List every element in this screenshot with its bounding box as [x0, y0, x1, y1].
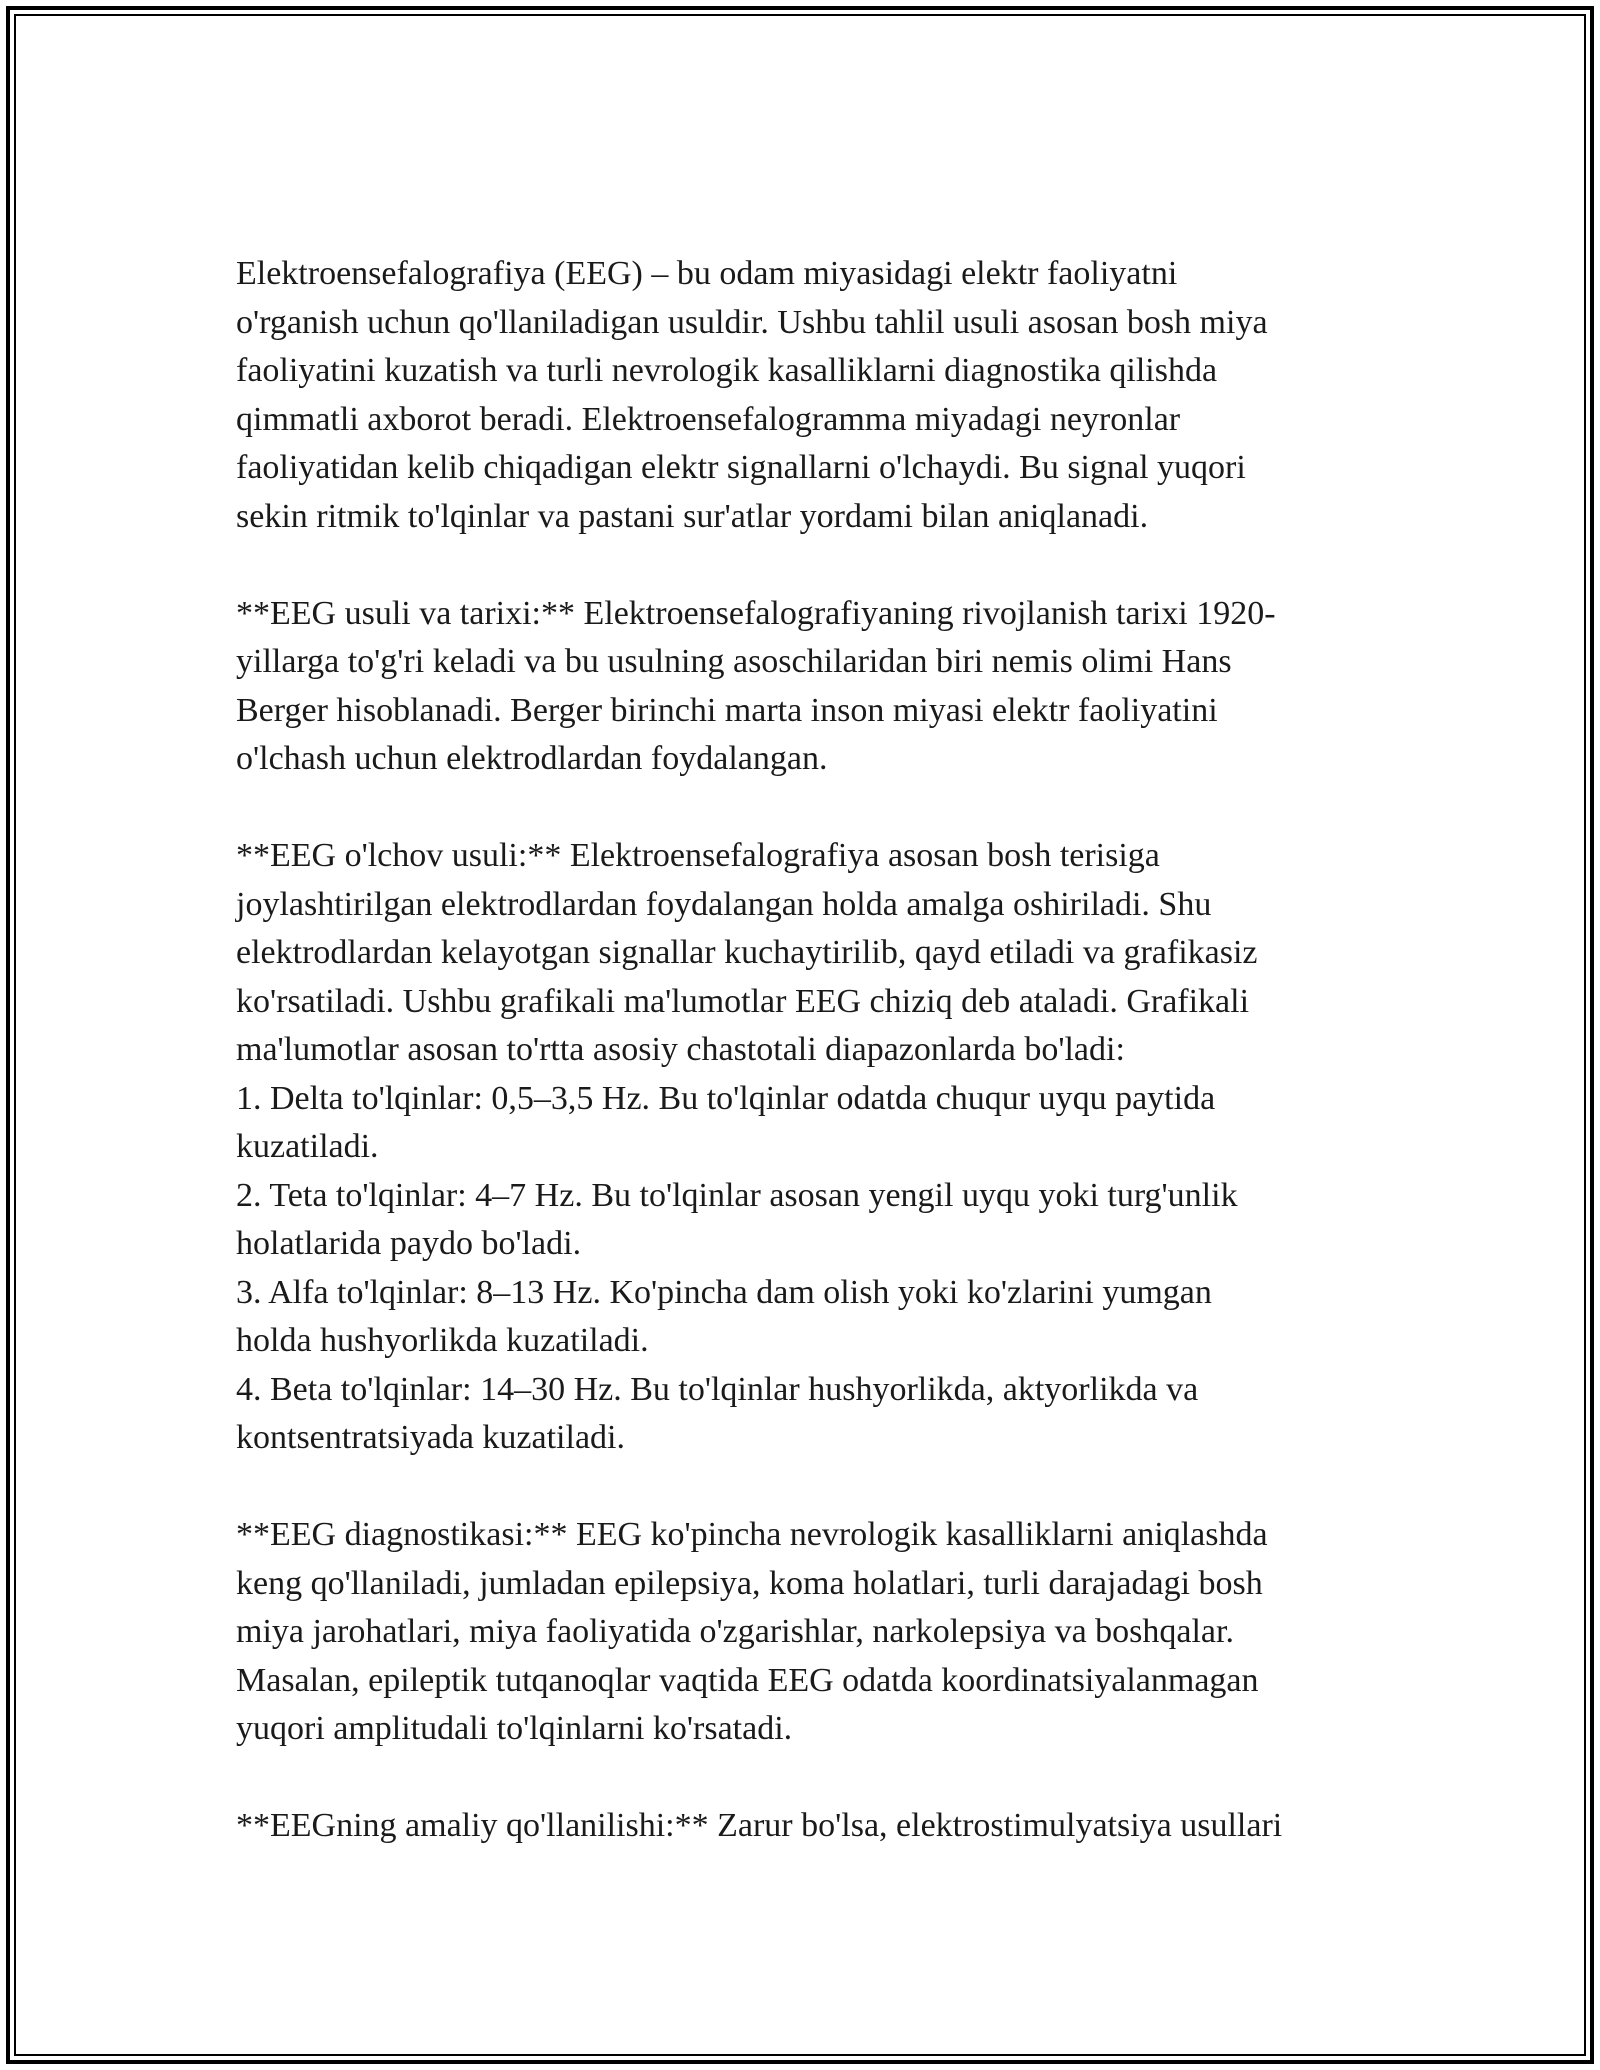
text-line: o'lchash uchun elektrodlardan foydalangan.: [236, 740, 828, 777]
paragraph-practical-use: [236, 1802, 1416, 1851]
text-line: yuqori amplitudali to'lqinlarni ko'rsatadi.: [236, 1710, 793, 1747]
text-line: miya jarohatlari, miya faoliyatida o'zgarishlar, narkolepsiya va boshqalar.: [236, 1613, 1234, 1650]
paragraph-intro: [236, 250, 1416, 541]
list-item-delta-cont: kuzatiladi.: [236, 1128, 379, 1165]
paragraph-measurement: [236, 832, 1416, 1463]
list-item-beta-cont: kontsentratsiyada kuzatiladi.: [236, 1419, 625, 1456]
list-item-theta: 2. Teta to'lqinlar: 4–7 Hz. Bu to'lqinlar asosan yengil uyqu yoki turg'unlik: [236, 1176, 1238, 1214]
paragraph-diagnostics: [236, 1511, 1416, 1754]
text-line: faoliyatidan kelib chiqadigan elektr signallarni o'lchaydi. Bu signal yuqori: [236, 449, 1246, 486]
text-line: ko'rsatiladi. Ushbu grafikali ma'lumotlar EEG chiziq deb ataladi. Grafikali: [236, 982, 1250, 1020]
list-item-alpha-cont: holda hushyorlikda kuzatiladi.: [236, 1322, 649, 1359]
text-line: faoliyatini kuzatish va turli nevrologik kasalliklarni diagnostika qilishda: [236, 352, 1218, 389]
text-line: **EEG diagnostikasi:** EEG ko'pincha nevrologik kasalliklarni aniqlashda: [236, 1516, 1268, 1553]
list-item-delta: 1. Delta to'lqinlar: 0,5–3,5 Hz. Bu to'lqinlar odatda chuqur uyqu paytida: [236, 1079, 1216, 1117]
paragraph-gap: [236, 784, 1416, 833]
paragraph-history: [236, 590, 1416, 784]
text-line: **EEG o'lchov usuli:** Elektroensefalografiya asosan bosh terisiga: [236, 837, 1160, 874]
text-line: elektrodlardan kelayotgan signallar kuchaytirilib, qayd etiladi va grafikasiz: [236, 934, 1258, 971]
paragraph-gap: [236, 541, 1416, 590]
list-item-alpha: 3. Alfa to'lqinlar: 8–13 Hz. Ko'pincha dam olish yoki ko'zlarini yumgan: [236, 1273, 1212, 1311]
text-line: **EEG usuli va tarixi:** Elektroensefalografiyaning rivojlanish tarixi 1920-: [236, 594, 1276, 632]
text-line: ma'lumotlar asosan to'rtta asosiy chastotali diapazonlarda bo'ladi:: [236, 1031, 1125, 1068]
text-line: Elektroensefalografiya (EEG) – bu odam miyasidagi elektr faoliyatni: [236, 255, 1178, 292]
text-line: sekin ritmik to'lqinlar va pastani sur'atlar yordami bilan aniqlanadi.: [236, 497, 1149, 535]
paragraph-gap: [236, 1754, 1416, 1803]
text-line: o'rganish uchun qo'llaniladigan usuldir. Ushbu tahlil usuli asosan bosh miya: [236, 303, 1268, 341]
list-item-theta-cont: holatlarida paydo bo'ladi.: [236, 1225, 582, 1262]
paragraph-gap: [236, 1463, 1416, 1512]
text-line: keng qo'llaniladi, jumladan epilepsiya, koma holatlari, turli darajadagi bosh: [236, 1564, 1263, 1602]
list-item-beta: 4. Beta to'lqinlar: 14–30 Hz. Bu to'lqinlar hushyorlikda, aktyorlikda va: [236, 1370, 1199, 1408]
text-line: joylashtirilgan elektrodlardan foydalangan holda amalga oshiriladi. Shu: [236, 885, 1212, 923]
text-line: yillarga to'g'ri keladi va bu usulning asoschilaridan biri nemis olimi Hans: [236, 643, 1232, 680]
text-line: qimmatli axborot beradi. Elektroensefalogramma miyadagi neyronlar: [236, 400, 1181, 438]
text-line: Masalan, epileptik tutqanoqlar vaqtida EEG odatda koordinatsiyalanmagan: [236, 1661, 1259, 1699]
text-line: **EEGning amaliy qo'llanilishi:** Zarur bo'lsa, elektrostimulyatsiya usullari: [236, 1807, 1283, 1844]
document-body: [236, 250, 1416, 1851]
text-line: Berger hisoblanadi. Berger birinchi marta inson miyasi elektr faoliyatini: [236, 691, 1218, 729]
